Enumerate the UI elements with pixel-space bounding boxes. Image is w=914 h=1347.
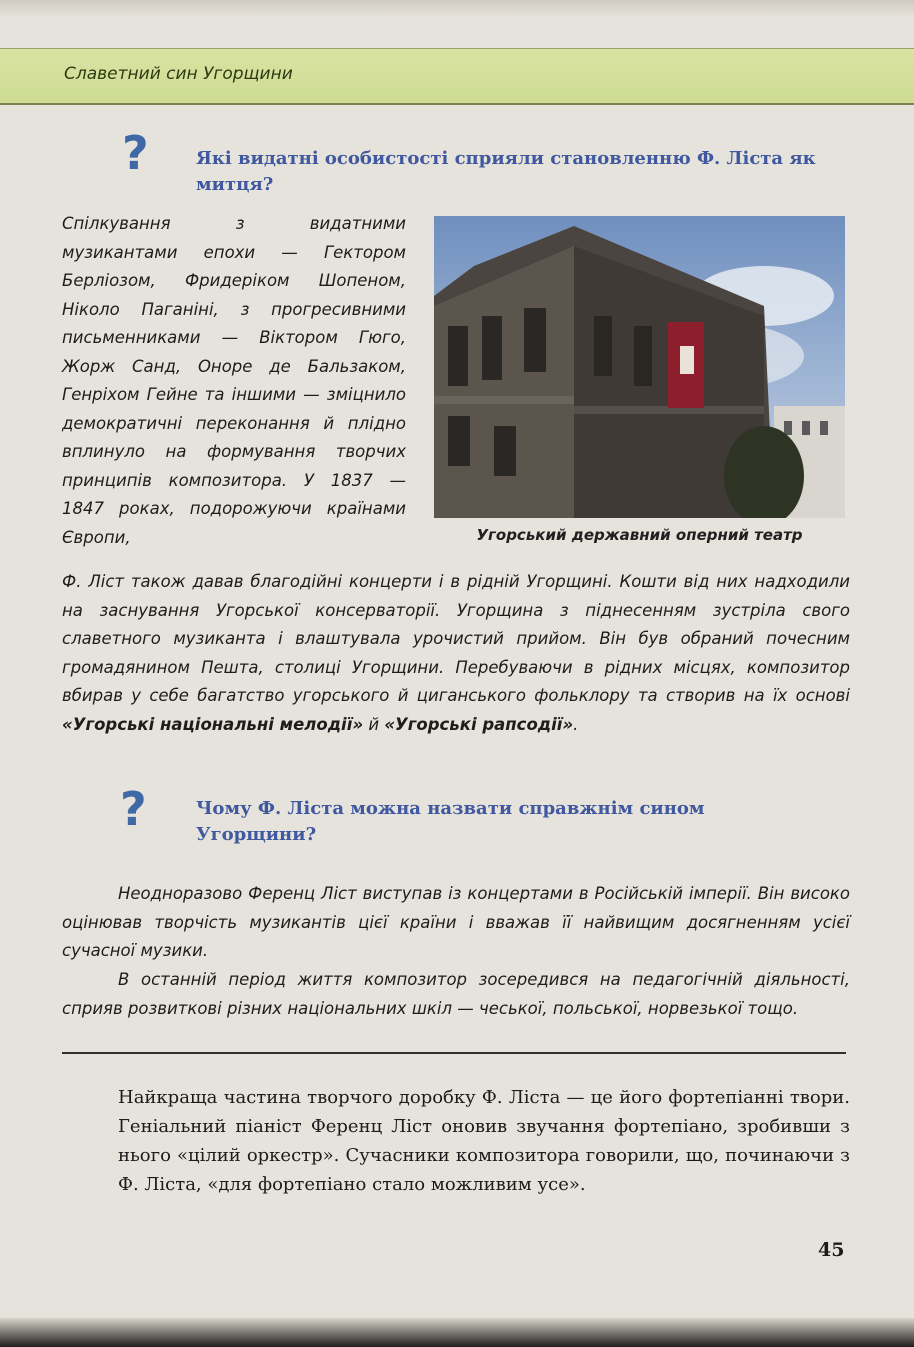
- paragraph-russian-empire: Неодноразово Ференц Ліст виступав із концертами в Російській імперії. Він високо оцінював творчість музикантів цієї країни і вважав її найвищим досягненням усієї сучасної музики.: [62, 884, 850, 960]
- photo-caption: Угорський державний оперний театр: [476, 526, 803, 544]
- paragraph-beside-photo: Спілкування з видатними музикантами епохи — Гектором Берліозом, Фридеріком Шопеном, Ніколо Паганіні, з прогресивними письменниками — Віктором Гюго, Жорж Санд, Оноре де Бальзаком, Генріхом Гейне та іншими — зміцнило демократичні переконання й плідно вплинуло на формування творчих принципів композитора. У 1837 — 1847 роках, подорожуючи країнами Європи,: [62, 214, 406, 547]
- paragraph-text: Ф. Ліст також давав благодійні концерти і в рідній Угорщині. Кошти від них надходили на заснування Угорської консерваторії. Угорщина з піднесенням зустріла свого славетного музиканта і влаштувала урочистий прийом. Він був обраний почесним громадянином Пешта, столиці Угорщини. Перебуваючи в рідних місцях, композитор вбирав у себе багатство угорського й циганського фольклору та створив на їх основі: [62, 572, 850, 705]
- page-number: 45: [818, 1239, 845, 1261]
- opera-house-image: [434, 216, 845, 518]
- paragraph-pedagogy: В останній період життя композитор зосередився на педагогічній діяльності, сприяв розвиткові різних національних шкіл — чеської, польської, норвезької тощо.: [62, 970, 850, 1018]
- question-2-text: Чому Ф. Ліста можна назвати справжнім сином Угорщини?: [196, 798, 705, 845]
- paragraph-full-width: [62, 568, 850, 739]
- paragraph-end: .: [573, 714, 579, 734]
- question-mark-icon: ?: [122, 126, 149, 180]
- question-mark-icon: ?: [120, 782, 147, 836]
- conjunction: й: [363, 714, 385, 734]
- conclusion-paragraph: Найкраща частина творчого доробку Ф. Ліста — це його фортепіанні твори. Геніальний піаніст Ференц Ліст оновив звучання фортепіано, зробивши з нього «цілий оркестр». Сучасники композитора говорили, що, починаючи з Ф. Ліста, «для фортепіано стало можливим усе».: [118, 1087, 850, 1195]
- opera-house-photo: [434, 216, 845, 518]
- work-title-melodies: «Угорські національні мелодії»: [62, 714, 364, 734]
- section-divider: [62, 1052, 846, 1054]
- question-1-text: Які видатні особистості сприяли становленню Ф. Ліста як митця?: [196, 148, 816, 195]
- chapter-header-title: Славетний син Угорщини: [64, 64, 293, 84]
- page-bottom-edge: [0, 1318, 914, 1347]
- work-title-rhapsodies: «Угорські рапсодії»: [384, 714, 574, 734]
- page-top-edge: [0, 0, 914, 18]
